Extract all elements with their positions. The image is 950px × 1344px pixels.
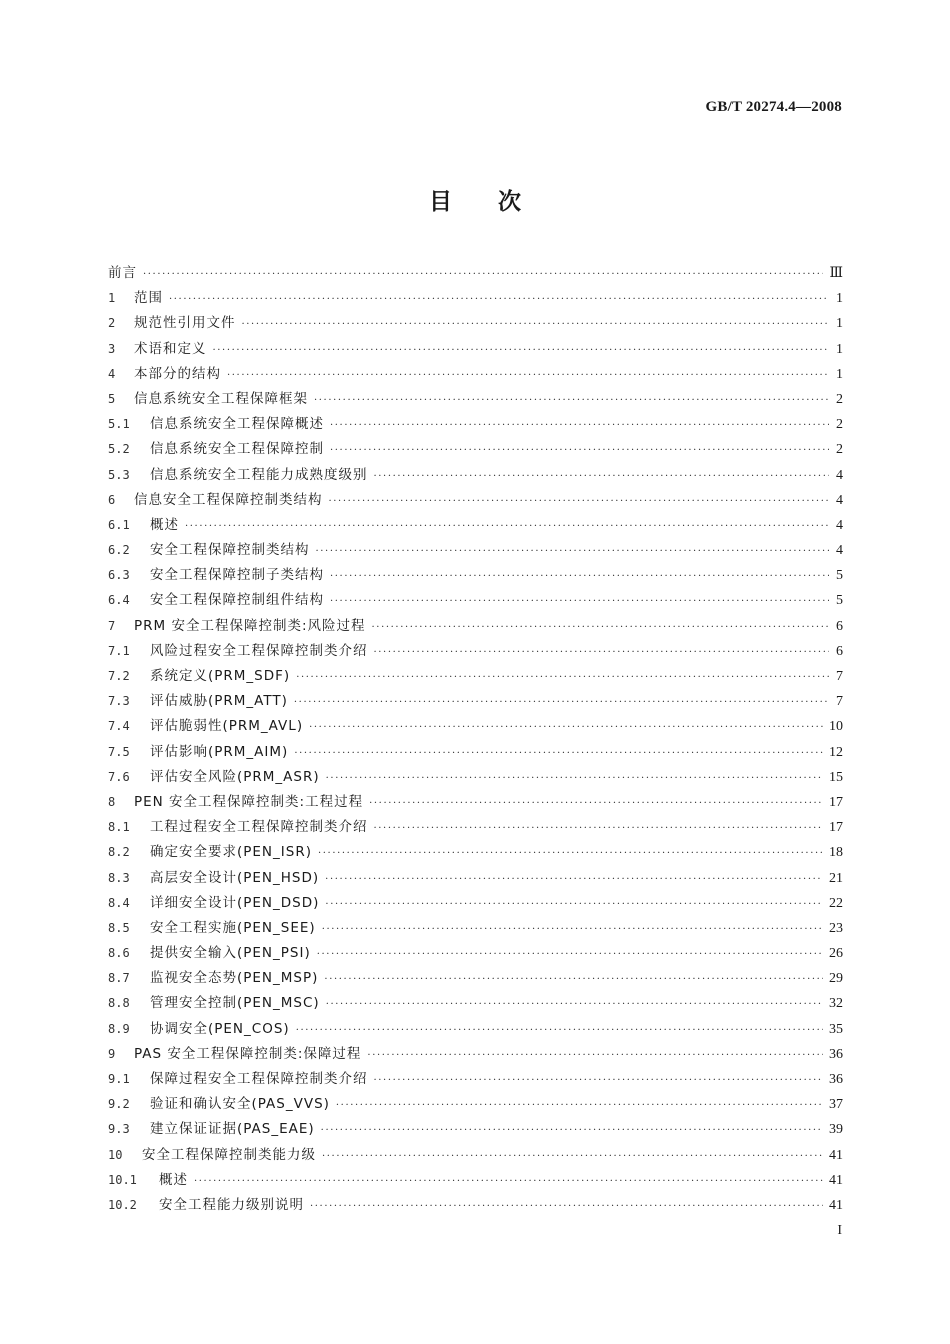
toc-entry-label: 保障过程安全工程保障控制类介绍 [150, 1071, 368, 1087]
toc-entry[interactable] [108, 765, 843, 790]
toc-entry-number: 6.1 [108, 517, 130, 532]
toc-entry-number: 8 [108, 794, 116, 809]
leader-dots [310, 1194, 823, 1219]
toc-entry-number: 8.9 [108, 1021, 130, 1036]
leader-dots [242, 312, 830, 337]
title-char-2: 次 [498, 189, 521, 215]
toc-entry-label: 协调安全(PEN_COS) [150, 1020, 290, 1037]
leader-dots [321, 1118, 823, 1143]
toc-entry-label: 安全工程保障控制子类结构 [150, 567, 324, 584]
toc-entry[interactable] [108, 588, 843, 613]
toc-entry-page: 36 [829, 1046, 843, 1062]
toc-entry-label: PEN 安全工程保障控制类:工程过程 [134, 793, 364, 810]
leader-dots [329, 489, 830, 514]
toc-entry[interactable] [108, 866, 843, 891]
toc-entry-page: 5 [836, 568, 843, 584]
toc-entry-page: 29 [829, 971, 843, 987]
toc-entry[interactable] [108, 1067, 843, 1092]
toc-entry[interactable] [108, 916, 843, 941]
leader-dots [374, 640, 830, 665]
toc-entry[interactable] [108, 840, 843, 865]
toc-entry-page: 12 [829, 744, 843, 760]
toc-entry[interactable] [108, 1193, 843, 1218]
leader-dots [322, 1144, 823, 1169]
table-of-contents [108, 261, 843, 1218]
toc-entry[interactable] [108, 941, 843, 966]
title-char-1: 目 [429, 189, 452, 215]
toc-entry-label: 范围 [134, 290, 163, 307]
toc-entry-page: 10 [829, 719, 843, 735]
leader-dots [324, 967, 823, 992]
toc-entry-number: 9.3 [108, 1122, 130, 1137]
standard-code: GB/T 20274.4—2008 [705, 99, 842, 115]
toc-entry-label: 信息系统安全工程能力成熟度级别 [150, 466, 368, 483]
toc-entry-number: 4 [108, 366, 116, 381]
leader-dots [227, 363, 829, 388]
toc-entry-page: 41 [829, 1147, 843, 1163]
toc-entry-page: 26 [829, 946, 843, 962]
toc-entry-label: 信息系统安全工程保障概述 [150, 416, 324, 433]
toc-entry-number: 8.5 [108, 920, 130, 935]
toc-entry-page: 1 [836, 366, 843, 382]
toc-entry[interactable] [108, 286, 843, 311]
toc-entry-label: 信息安全工程保障控制类结构 [134, 491, 323, 508]
toc-entry-page: 2 [836, 391, 843, 407]
toc-entry-number: 6.4 [108, 593, 130, 608]
leader-dots [213, 338, 830, 363]
toc-entry[interactable] [108, 639, 843, 664]
toc-entry-page: 39 [829, 1122, 843, 1138]
leader-dots [374, 1068, 824, 1093]
leader-dots [322, 917, 823, 942]
toc-entry-page: 37 [829, 1097, 843, 1113]
toc-entry-number: 7.2 [108, 669, 130, 683]
toc-entry-page: 41 [829, 1172, 843, 1188]
toc-entry-page: 18 [829, 845, 843, 861]
leader-dots [143, 262, 823, 287]
toc-entry-number: 10.2 [108, 1197, 137, 1212]
toc-entry[interactable] [108, 1117, 843, 1142]
leader-dots [309, 715, 823, 740]
toc-entry-label: 提供安全输入(PEN_PSI) [150, 945, 311, 962]
toc-entry-label: PAS 安全工程保障控制类:保障过程 [134, 1045, 362, 1062]
toc-entry-label: 建立保证证据(PAS_EAE) [150, 1121, 315, 1138]
toc-entry-page: 4 [836, 543, 843, 559]
toc-entry-label: 前言 [108, 265, 137, 281]
leader-dots [367, 1043, 823, 1068]
toc-entry-page: Ⅲ [829, 266, 843, 281]
leader-dots [369, 791, 823, 816]
toc-entry-page: 17 [829, 820, 843, 836]
toc-entry[interactable] [108, 1042, 843, 1067]
leader-dots [372, 615, 829, 640]
leader-dots [169, 287, 829, 312]
toc-entry-number: 2 [108, 316, 116, 331]
toc-entry-page: 6 [836, 618, 843, 634]
toc-entry-label: 详细安全设计(PEN_DSD) [150, 894, 320, 911]
toc-entry[interactable] [108, 966, 843, 991]
toc-entry-number: 8.2 [108, 845, 130, 860]
leader-dots [336, 1093, 823, 1118]
toc-entry-label: 评估威胁(PRM_ATT) [150, 693, 288, 710]
toc-entry-number: 10.1 [108, 1172, 137, 1187]
toc-entry[interactable] [108, 463, 843, 488]
toc-entry-page: 5 [836, 593, 843, 609]
toc-entry[interactable] [108, 1168, 843, 1193]
toc-entry-label: 确定安全要求(PEN_ISR) [150, 844, 312, 861]
toc-entry-page: 17 [829, 794, 843, 810]
toc-entry-number: 7.5 [108, 744, 130, 759]
toc-entry-label: 评估脆弱性(PRM_AVL) [150, 718, 304, 735]
leader-dots [185, 514, 829, 539]
toc-entry-number: 7.6 [108, 769, 130, 784]
leader-dots [330, 438, 829, 463]
toc-entry[interactable] [108, 538, 843, 563]
toc-entry-label: 监视安全态势(PEN_MSP) [150, 970, 319, 987]
leader-dots [374, 464, 830, 489]
leader-dots [294, 690, 829, 715]
toc-entry-number: 8.1 [108, 820, 130, 835]
toc-entry-number: 1 [108, 291, 116, 306]
toc-entry-number: 7.4 [108, 719, 130, 734]
leader-dots [374, 816, 824, 841]
toc-entry-label: 规范性引用文件 [134, 315, 236, 332]
leader-dots [317, 942, 823, 967]
toc-entry-number: 5.1 [108, 417, 130, 432]
toc-entry[interactable] [108, 563, 843, 588]
toc-entry-page: 35 [829, 1021, 843, 1037]
toc-entry-label: 安全工程能力级别说明 [159, 1196, 304, 1213]
toc-entry-page: 4 [836, 492, 843, 508]
toc-entry-label: 评估安全风险(PRM_ASR) [150, 768, 320, 785]
toc-entry-number: 5.2 [108, 442, 130, 457]
toc-entry-page: 15 [829, 769, 843, 785]
toc-entry[interactable] [108, 437, 843, 462]
toc-entry-page: 6 [836, 643, 843, 659]
leader-dots [318, 841, 823, 866]
leader-dots [330, 413, 829, 438]
leader-dots [294, 741, 823, 766]
toc-entry-number: 9.1 [108, 1072, 130, 1086]
toc-entry[interactable] [108, 387, 843, 412]
leader-dots [325, 892, 823, 917]
toc-entry-number: 7 [108, 618, 116, 633]
toc-entry-label: 高层安全设计(PEN_HSD) [150, 869, 320, 886]
toc-entry-page: 7 [836, 694, 843, 710]
leader-dots [194, 1169, 823, 1194]
toc-entry[interactable] [108, 740, 843, 765]
toc-entry[interactable] [108, 261, 843, 286]
toc-entry[interactable] [108, 991, 843, 1016]
toc-entry-number: 3 [108, 341, 116, 356]
toc-entry[interactable] [108, 1092, 843, 1117]
toc-entry[interactable] [108, 362, 843, 387]
toc-entry-label: 信息系统安全工程保障控制 [150, 441, 324, 458]
toc-entry-number: 5.3 [108, 467, 130, 482]
toc-entry-label: 工程过程安全工程保障控制类介绍 [150, 819, 368, 836]
toc-entry-page: 22 [829, 895, 843, 911]
toc-entry[interactable] [108, 513, 843, 538]
toc-entry-page: 2 [836, 442, 843, 458]
toc-entry-label: 本部分的结构 [134, 365, 221, 382]
toc-entry-number: 6 [108, 492, 116, 507]
toc-entry-label: 系统定义(PRM_SDF) [150, 668, 291, 684]
toc-entry-page: 1 [836, 291, 843, 307]
toc-entry[interactable] [108, 815, 843, 840]
toc-entry-number: 9 [108, 1046, 116, 1061]
leader-dots [314, 388, 829, 413]
toc-entry-label: 概述 [159, 1171, 188, 1188]
page-number: I [837, 1223, 842, 1238]
toc-entry-number: 10 [108, 1147, 123, 1162]
toc-entry-page: 21 [829, 870, 843, 886]
toc-entry-page: 2 [836, 417, 843, 433]
toc-entry-number: 8.7 [108, 971, 130, 986]
toc-entry-label: 验证和确认安全(PAS_VVS) [150, 1096, 330, 1113]
toc-entry[interactable] [108, 1017, 843, 1042]
leader-dots [325, 867, 823, 892]
toc-entry-label: 信息系统安全工程保障框架 [134, 390, 308, 407]
toc-entry[interactable] [108, 488, 843, 513]
toc-entry-page: 7 [836, 669, 843, 684]
toc-entry-label: 风险过程安全工程保障控制类介绍 [150, 642, 368, 659]
toc-entry-label: 评估影响(PRM_AIM) [150, 743, 289, 760]
toc-entry[interactable] [108, 311, 843, 336]
toc-entry-label: 安全工程保障控制类能力级 [142, 1146, 316, 1163]
leader-dots [296, 665, 829, 690]
toc-entry[interactable] [108, 1143, 843, 1168]
toc-entry-number: 7.1 [108, 643, 130, 658]
leader-dots [316, 539, 830, 564]
toc-entry-number: 8.3 [108, 870, 130, 885]
toc-entry-label: 管理安全控制(PEN_MSC) [150, 995, 320, 1012]
toc-entry-number: 6.2 [108, 543, 130, 558]
toc-entry-number: 5 [108, 391, 116, 406]
toc-entry-page: 23 [829, 920, 843, 936]
toc-entry-number: 8.4 [108, 895, 130, 910]
toc-entry[interactable] [108, 714, 843, 739]
toc-entry[interactable] [108, 790, 843, 815]
toc-entry-page: 4 [836, 467, 843, 483]
leader-dots [296, 1018, 823, 1043]
toc-entry[interactable] [108, 664, 843, 689]
toc-entry-page: 41 [829, 1197, 843, 1213]
toc-entry-label: 概述 [150, 516, 179, 533]
leader-dots [326, 766, 823, 791]
toc-entry-label: 术语和定义 [134, 340, 207, 357]
toc-entry[interactable] [108, 689, 843, 714]
leader-dots [326, 992, 823, 1017]
leader-dots [330, 564, 829, 589]
toc-entry-number: 8.8 [108, 996, 130, 1011]
toc-entry-page: 4 [836, 517, 843, 533]
toc-entry[interactable] [108, 337, 843, 362]
toc-entry[interactable] [108, 412, 843, 437]
toc-entry-number: 6.3 [108, 568, 130, 583]
toc-entry-number: 9.2 [108, 1097, 130, 1112]
toc-entry[interactable] [108, 614, 843, 639]
page-title [0, 183, 950, 216]
toc-entry[interactable] [108, 891, 843, 916]
toc-entry-label: 安全工程保障控制类结构 [150, 542, 310, 559]
toc-entry-label: 安全工程实施(PEN_SEE) [150, 919, 316, 936]
leader-dots [330, 589, 829, 614]
toc-entry-number: 8.6 [108, 946, 130, 961]
toc-entry-page: 36 [829, 1072, 843, 1087]
toc-entry-label: PRM 安全工程保障控制类:风险过程 [134, 617, 366, 634]
toc-entry-label: 安全工程保障控制组件结构 [150, 592, 324, 609]
toc-entry-number: 7.3 [108, 694, 130, 709]
toc-entry-page: 32 [829, 996, 843, 1012]
toc-entry-page: 1 [836, 316, 843, 332]
toc-entry-page: 1 [836, 341, 843, 357]
